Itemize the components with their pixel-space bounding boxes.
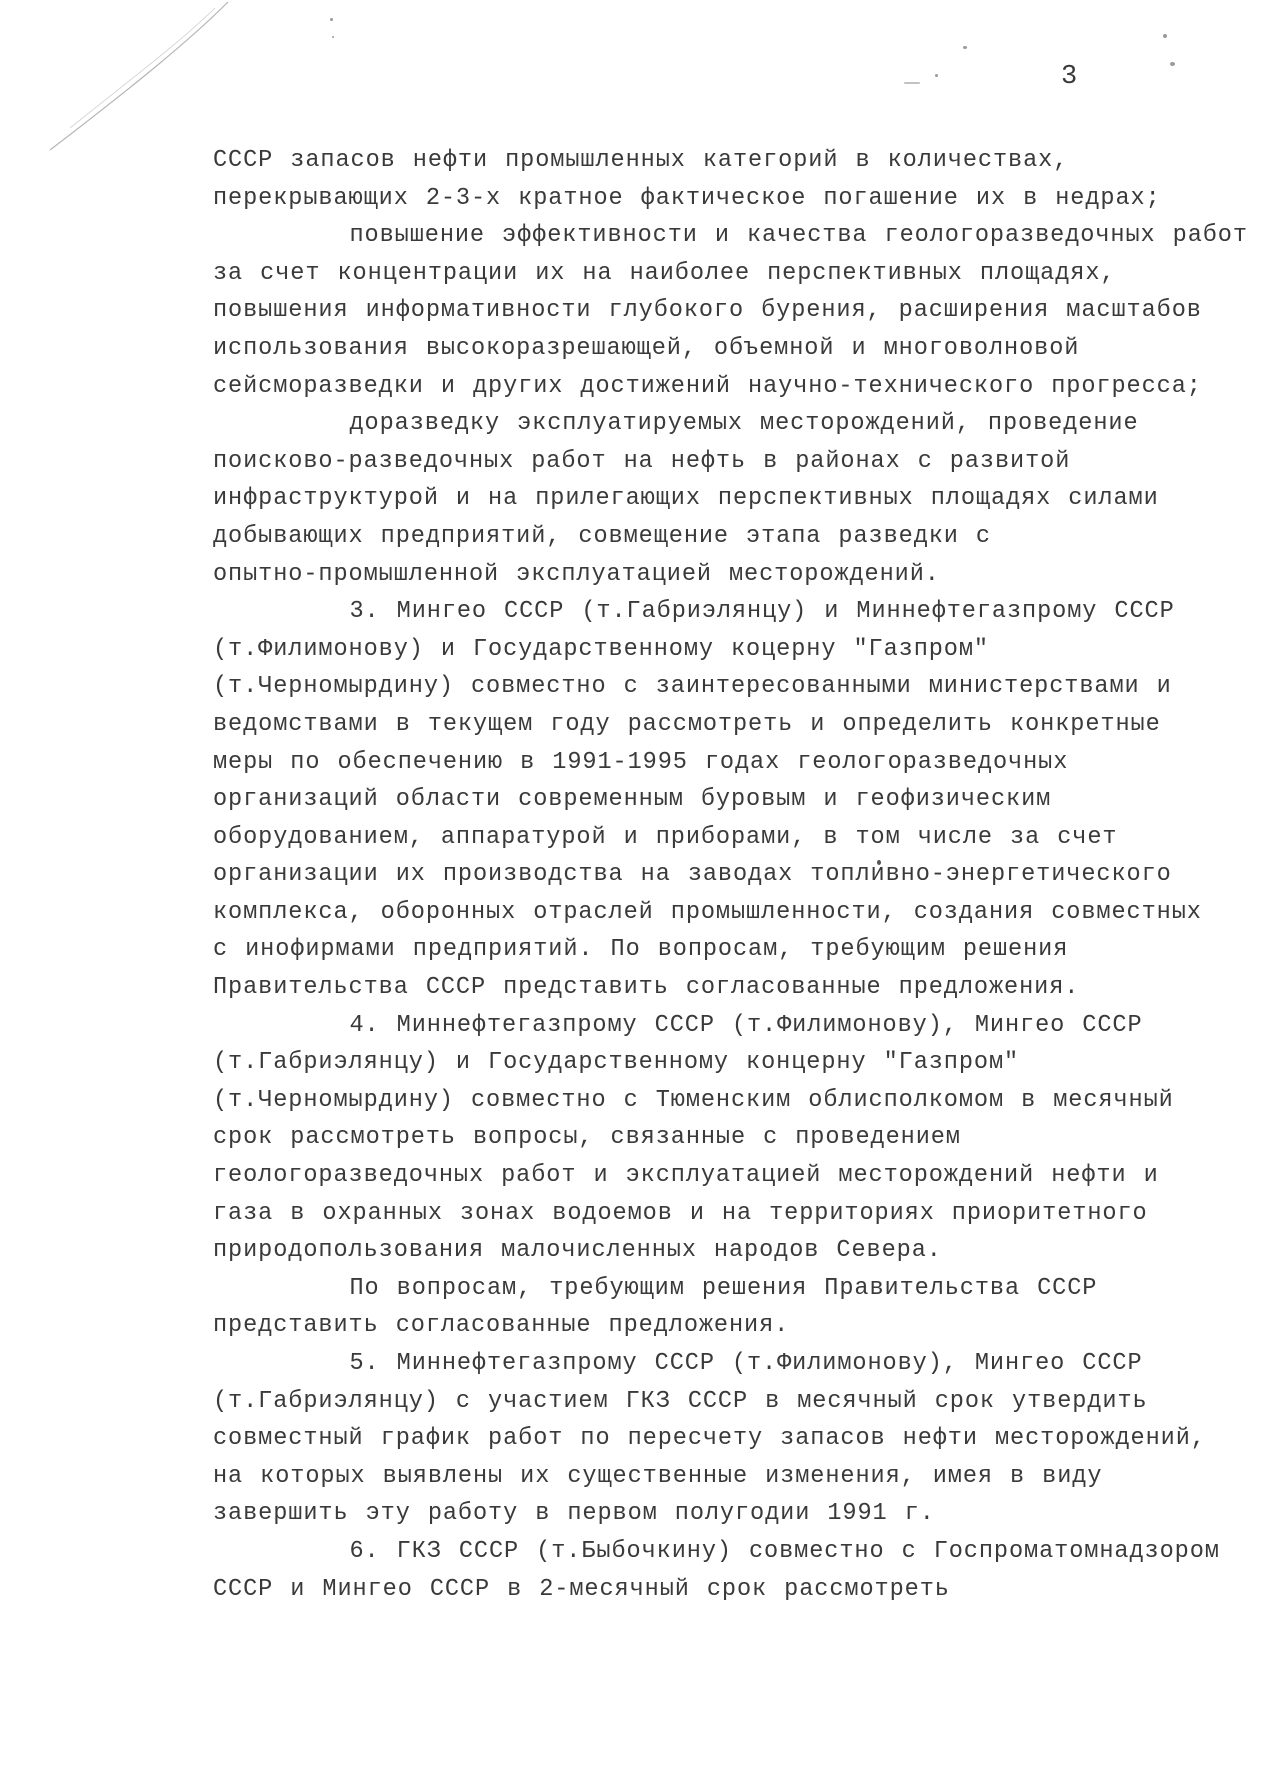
text-line: 3. Мингео СССР (т.Габриэлянцу) и Миннефтегазпрому СССР (213, 598, 1175, 626)
page-number: 3 (1061, 62, 1079, 92)
text-line: газа в охранных зонах водоемов и на территориях приоритетного (213, 1199, 1148, 1227)
text-line: организации их производства на заводах топливно-энергетического (213, 861, 1172, 889)
text-line: доразведку эксплуатируемых месторождений, проведение (213, 410, 1139, 438)
scan-speck (330, 18, 333, 21)
text-line: использования высокоразрешающей, объемной и многоволновой (213, 334, 1080, 362)
scan-speck (1170, 62, 1175, 66)
text-line: комплекса, оборонных отраслей промышленности, создания совместных (213, 898, 1202, 926)
text-line: повышения информативности глубокого бурения, расширения масштабов (213, 297, 1202, 325)
text-line: организаций области современным буровым и геофизическим (213, 786, 1052, 814)
text-line: СССР запасов нефти промышленных категорий в количествах, (213, 147, 1069, 174)
scan-speck (904, 82, 920, 84)
text-line: опытно-промышленной эксплуатацией месторождений. (213, 560, 940, 588)
scan-speck (332, 36, 334, 38)
scan-speck (1163, 34, 1167, 38)
scan-streak-mark (40, 0, 230, 160)
text-line: завершить эту работу в первом полугодии 1991 г. (213, 1500, 935, 1528)
document-body (213, 142, 1248, 1608)
text-line: перекрывающих 2-3-х кратное фактическое погашение их в недрах; (213, 184, 1161, 212)
text-line: 4. Миннефтегазпрому СССР (т.Филимонову), Мингео СССР (213, 1011, 1143, 1039)
text-line: ведомствами в текущем году рассмотреть и определить конкретные (213, 710, 1161, 738)
text-line: (т.Габриэлянцу) с участием ГКЗ СССР в месячный срок утвердить (213, 1387, 1148, 1415)
text-line: представить согласованные предложения. (213, 1312, 790, 1340)
text-line: повышение эффективности и качества геологоразведочных работ (213, 222, 1248, 250)
text-line: на которых выявлены их существенные изменения, имея в виду (213, 1462, 1103, 1490)
text-line: сейсморазведки и других достижений научно-технического прогресса; (213, 372, 1202, 400)
text-line: 5. Миннефтегазпрому СССР (т.Филимонову), Мингео СССР (213, 1350, 1143, 1377)
text-line: с инофирмами предприятий. По вопросам, требующим решения (213, 936, 1069, 964)
text-line: за счет концентрации их на наиболее перспективных площадях, (213, 259, 1116, 287)
text-line: природопользования малочисленных народов Севера. (213, 1237, 942, 1265)
text-line: Правительства СССР представить согласованные предложения. (213, 974, 1080, 1002)
scan-speck (935, 74, 938, 77)
text-line: геологоразведочных работ и эксплуатацией месторождений нефти и (213, 1162, 1159, 1190)
text-line: По вопросам, требующим решения Правительства СССР (213, 1274, 1098, 1302)
text-line: 6. ГКЗ СССР (т.Быбочкину) совместно с Госпроматомнадзором (213, 1537, 1220, 1565)
text-line: добывающих предприятий, совмещение этапа разведки с (213, 522, 991, 550)
text-line: СССР и Мингео СССР в 2-месячный срок рассмотреть (213, 1575, 950, 1603)
text-line: (т.Филимонову) и Государственному коцерну "Газпром" (213, 635, 989, 663)
text-line: (т.Габриэлянцу) и Государственному концерну "Газпром" (213, 1049, 1020, 1077)
text-line: меры по обеспечению в 1991-1995 годах геологоразведочных (213, 748, 1069, 776)
text-line: срок рассмотреть вопросы, связанные с проведением (213, 1124, 961, 1152)
text-line: совместный график работ по пересчету запасов нефти месторождений, (213, 1425, 1206, 1453)
text-line: (т.Черномырдину) совместно с заинтересованными министерствами и (213, 673, 1172, 701)
scan-speck (963, 46, 967, 49)
text-line: (т.Черномырдину) совместно с Тюменским облисполкомом в месячный (213, 1086, 1174, 1114)
text-line: поисково-разведочных работ на нефть в районах с развитой (213, 447, 1071, 475)
text-line: оборудованием, аппаратурой и приборами, в том числе за счет (213, 823, 1118, 851)
text-line: инфраструктурой и на прилегающих перспективных площадях силами (213, 485, 1159, 513)
